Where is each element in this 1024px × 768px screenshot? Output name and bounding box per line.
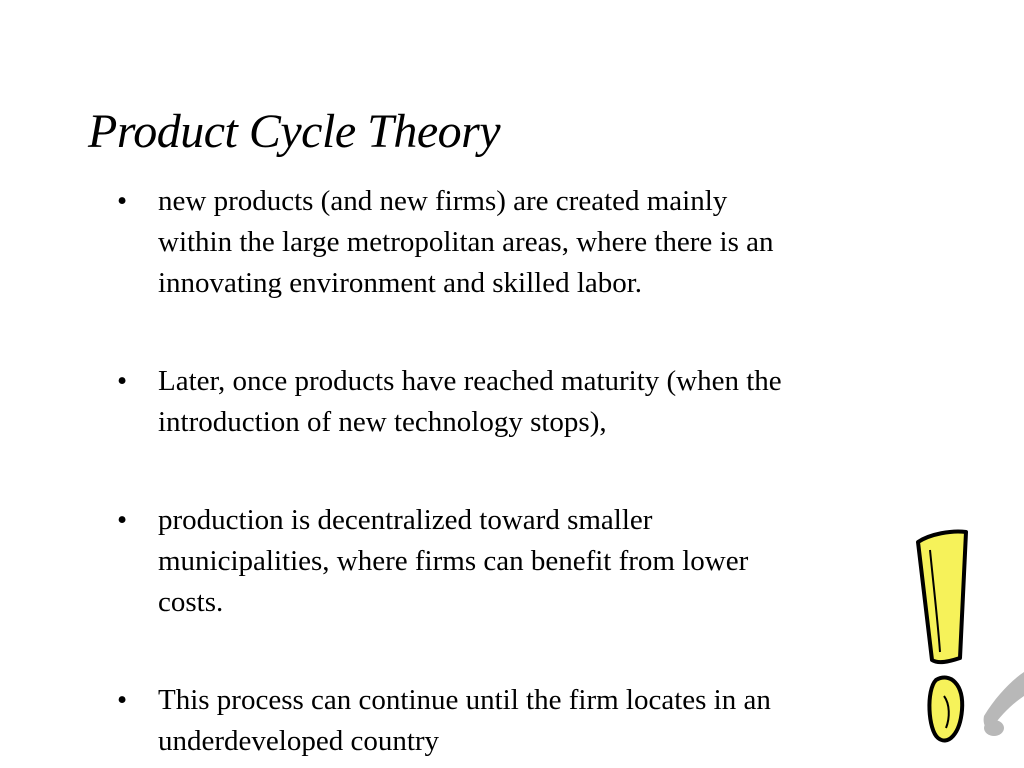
- exclamation-mark-icon: [900, 520, 1024, 768]
- bullet-dot: •: [117, 185, 128, 217]
- bullet-text: production is decentralized toward smaller municipalities, where firms can benefit from lower costs.: [158, 504, 749, 618]
- bullet-dot: •: [117, 684, 128, 716]
- exclamation-shadow-icon: [984, 672, 1024, 729]
- bullet-text: This process can continue until the firm locates in an underdeveloped country: [158, 684, 771, 757]
- exclamation-dot-icon: [929, 678, 962, 741]
- exclamation-shadow-dot-icon: [984, 720, 1004, 736]
- bullet-text: new products (and new firms) are created mainly within the large metropolitan areas, where there is an innovating environment and skilled labor.: [158, 185, 774, 299]
- bullet-dot: •: [117, 365, 128, 397]
- bullet-text: Later, once products have reached maturity (when the introduction of new technology stops),: [158, 365, 782, 438]
- exclamation-bar-icon: [918, 531, 966, 662]
- slide-title: Product Cycle Theory: [88, 105, 501, 158]
- bullet-dot: •: [117, 504, 128, 536]
